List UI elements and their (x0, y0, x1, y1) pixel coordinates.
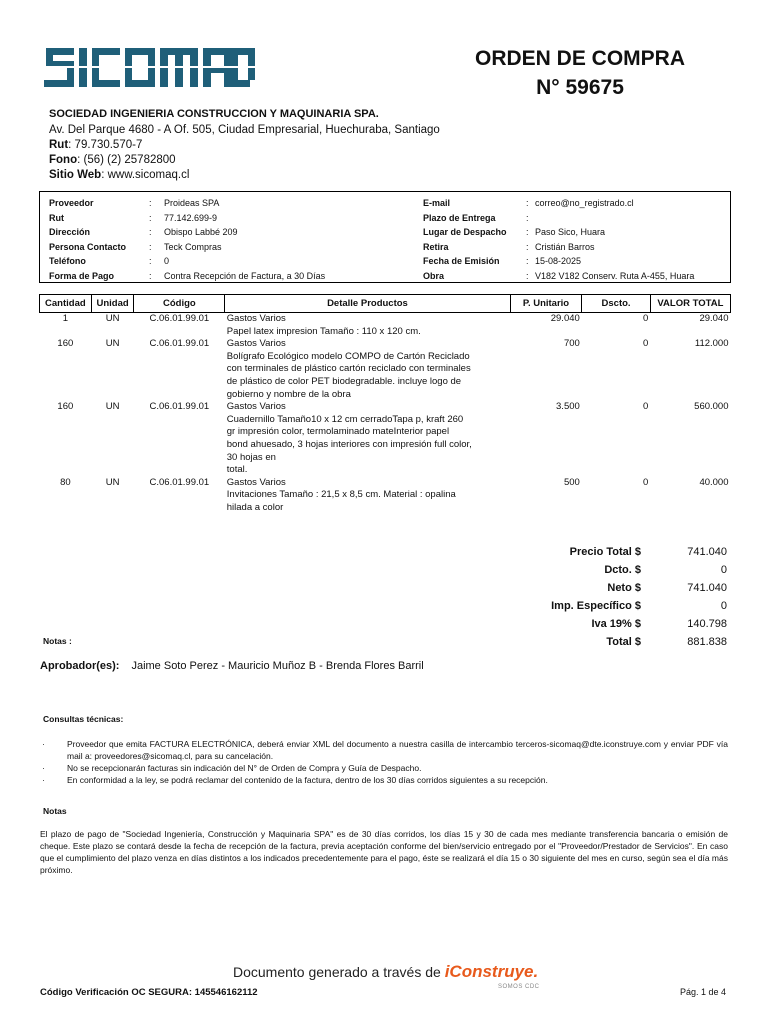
supplier-field: Rut : 77.142.699-9 (49, 212, 218, 223)
table-header-row (40, 295, 731, 313)
supplier-right-column (423, 196, 723, 284)
cell-discount: 0 (642, 338, 649, 350)
cell-qty: 80 (60, 476, 71, 488)
table-row (40, 401, 731, 477)
delivery-field: E-mail : correo@no_registrado.cl (423, 198, 634, 208)
supplier-field: Proveedor : Proideas SPA (49, 198, 220, 208)
payment-terms-text: El plazo de pago de "Sociedad Ingeniería, Construcción y Maquinaria SPA" es de 30 días corridos, los días 15 y 30 de cada mes mediante transferencia bancaria o emisión de cheque. Este plazo se contará desde la fecha de recepción de la factura, previa aceptación conforme del bien/servicio entregado por el "Proveedor/Prestador de Servicios". En caso que el cumplimiento del plazo venza en días distintos a los indicados precedentemente para el pago, éste se realizará el día 15 o 30 siguiente del mes en curso, según sea el día más próximo. (40, 829, 728, 875)
delivery-field: Plazo de Entrega : (423, 212, 529, 223)
delivery-field: Lugar de Despacho : Paso Sico, Huara (423, 227, 606, 238)
company-address: Av. Del Parque 4680 - A Of. 505, Ciudad Empresarial, Huechuraba, Santiago (49, 124, 440, 136)
cell-detail: Gastos Varios Papel latex impresion Tamaño : 110 x 120 cm. (226, 313, 421, 337)
document-title (470, 44, 690, 102)
list-item: · No se recepcionarán facturas sin indicación del N° de Orden de Compra y Guía de Despacho. (42, 763, 422, 773)
col-unit-price: P. Unitario (510, 295, 582, 313)
supplier-info-box (39, 191, 731, 283)
notes-title: Notas (43, 806, 67, 816)
total-row-total: Total $ 881.838 (606, 636, 727, 648)
cell-detail: Gastos Varios Invitaciones Tamaño : 21,5 x 8,5 cm. Material : opalina hilada a color (226, 476, 456, 513)
cell-price: 29.040 (550, 313, 580, 324)
company-phone: Fono: (56) (2) 25782800 (49, 154, 176, 166)
delivery-field: Obra : V182 V182 Conserv. Ruta A-455, Huara (423, 270, 695, 281)
supplier-field: Teléfono : 0 (49, 256, 170, 267)
cell-discount: 0 (642, 313, 649, 324)
cell-detail: Gastos Varios Cuadernillo Tamaño10 x 12 cm cerradoTapa p, kraft 260 gr impresión color, termolaminado mateInterior papel bond ahuesado, 3 hojas interiores con impresión full color, 30 hojas en total. (226, 401, 472, 476)
cell-price: 3.500 (556, 401, 580, 413)
cell-total: 112.000 (694, 338, 729, 350)
cell-price: 500 (563, 476, 580, 488)
supplier-field: Dirección : Obispo Labbé 209 (49, 227, 238, 238)
totals-block (520, 543, 727, 651)
cell-total: 29.040 (699, 313, 729, 324)
generated-by: Documento generado a través de iConstruye. (233, 962, 539, 981)
cell-price: 700 (563, 338, 580, 350)
cell-code: C.06.01.99.01 (149, 401, 210, 413)
list-item: · En conformidad a la ley, se podrá reclamar del contenido de la factura, dentro de los 30 días corridos siguientes a su recepción. (42, 775, 548, 785)
total-row-dcto: Dcto. $ 0 (604, 564, 727, 576)
items-table (39, 294, 731, 515)
iconstruye-logo: iConstruye. (444, 962, 539, 981)
supplier-left-column (49, 196, 419, 284)
approvers-names: Jaime Soto Perez - Mauricio Muñoz B - Brenda Flores Barril (131, 660, 424, 672)
notes-label: Notas : (43, 636, 72, 646)
cell-code: C.06.01.99.01 (149, 338, 210, 350)
table-row (40, 477, 731, 515)
company-rut: Rut: 79.730.570-7 (49, 139, 143, 151)
technical-bullets (40, 738, 728, 786)
sicomaq-logo (44, 44, 256, 90)
cell-discount: 0 (642, 476, 649, 488)
table-row (40, 338, 731, 401)
company-info (49, 107, 440, 183)
approvers-label: Aprobador(es): (40, 660, 120, 672)
cell-unit: UN (105, 401, 120, 413)
cell-detail: Gastos Varios Bolígrafo Ecológico modelo COMPO de Cartón Reciclado con terminales de plástico cartón reciclado con terminales de plástico de color PET biodegradable. incluye logo de gobierno y nombre de la obra (226, 338, 471, 400)
cell-total: 560.000 (694, 401, 729, 413)
total-row-imp-especifico: Imp. Específico $ 0 (551, 600, 727, 612)
delivery-field: Fecha de Emisión : 15-08-2025 (423, 256, 582, 267)
total-row-neto: Neto $ 741.040 (607, 582, 727, 594)
col-total: VALOR TOTAL (650, 295, 730, 313)
col-cantidad: Cantidad (40, 295, 92, 313)
doc-type: ORDEN DE COMPRA (474, 47, 685, 70)
col-unidad: Unidad (91, 295, 134, 313)
brand-subtitle: SOMOS CDC (498, 984, 540, 990)
cell-unit: UN (105, 338, 120, 350)
col-codigo: Código (134, 295, 225, 313)
cell-code: C.06.01.99.01 (149, 313, 210, 324)
table-row (40, 313, 731, 339)
approvers (40, 660, 424, 672)
company-name: SOCIEDAD INGENIERIA CONSTRUCCION Y MAQUINARIA SPA. (49, 108, 379, 120)
cell-unit: UN (105, 313, 120, 324)
supplier-field: Forma de Pago : Contra Recepción de Factura, a 30 Días (49, 270, 326, 281)
total-row-iva: Iva 19% $ 140.798 (591, 618, 727, 630)
col-detalle: Detalle Productos (225, 295, 510, 313)
verification-code: Código Verificación OC SEGURA: 145546162112 (40, 987, 258, 998)
cell-qty: 160 (57, 338, 74, 350)
cell-qty: 160 (57, 401, 74, 413)
delivery-field: Retira : Cristián Barros (423, 241, 595, 252)
company-web: Sitio Web: www.sicomaq.cl (49, 169, 190, 181)
cell-qty: 1 (62, 313, 68, 324)
cell-total: 40.000 (699, 476, 729, 488)
total-row-precio: Precio Total $ 741.040 (569, 546, 727, 558)
cell-code: C.06.01.99.01 (149, 476, 210, 488)
supplier-field: Persona Contacto : Teck Compras (49, 241, 222, 252)
technical-title: Consultas técnicas: (43, 714, 124, 724)
col-discount: Dscto. (582, 295, 650, 313)
doc-number: N° 59675 (536, 76, 624, 99)
cell-discount: 0 (642, 401, 649, 413)
list-item: · Proveedor que emita FACTURA ELECTRÓNICA, deberá enviar XML del documento a nuestra casilla de intercambio terceros-sicomaq@dte.iconstruye.com y enviar PDF vía mail a: proveedores@sicomaq.cl, para su cancelación. (42, 739, 728, 761)
cell-unit: UN (105, 476, 120, 488)
page-number: Pág. 1 de 4 (680, 987, 727, 997)
